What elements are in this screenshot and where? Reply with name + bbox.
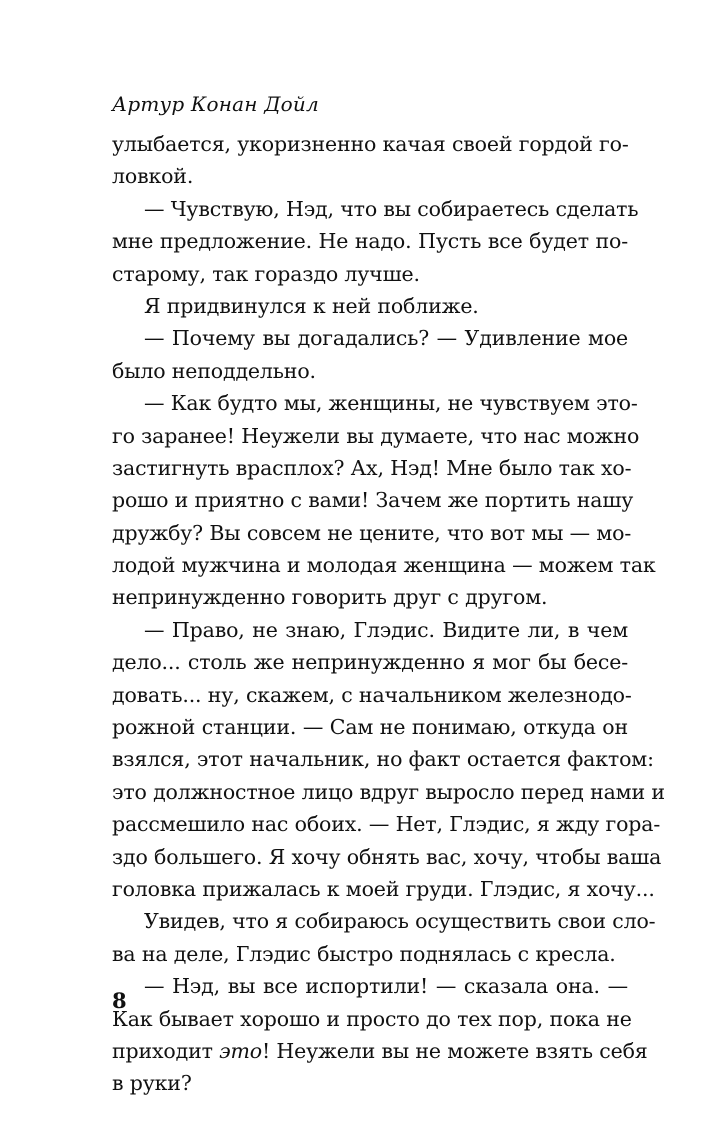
text-line: улыбается, укоризненно качая своей гордой го- — [112, 132, 629, 156]
text-line: Как бывает хорошо и просто до тех пор, пока не — [112, 1006, 632, 1031]
text-line: — Почему вы догадались? — Удивление мое — [144, 326, 628, 351]
text-line — [112, 1035, 648, 1067]
text-line: — Нэд, вы все испортили! — сказала она. — — [144, 974, 628, 999]
text-line: застигнуть врасплох? Ах, Нэд! Мне было так хо- — [112, 455, 632, 480]
body-text — [112, 128, 665, 1100]
text-run: ! Неужели вы не можете взять себя — [261, 1038, 648, 1063]
text-line: было неподдельно. — [112, 358, 316, 383]
text-line: — Право, не знаю, Глэдис. Видите ли, в чем — [144, 617, 628, 642]
text-line: здо большего. Я хочу обнять вас, хочу, чтобы ваша — [112, 844, 662, 869]
text-line: мне предложение. Не надо. Пусть все будет по- — [112, 229, 628, 254]
text-line: рожной станции. — Сам не понимаю, откуда он — [112, 715, 628, 740]
text-line: довать... ну, скажем, с начальником железнодо- — [112, 682, 632, 707]
text-line: непринужденно говорить друг с другом. — [112, 585, 548, 610]
text-line: рошо и приятно с вами! Зачем же портить нашу — [112, 488, 634, 513]
text-line: Увидев, что я собираюсь осуществить свои сло- — [144, 909, 656, 934]
text-run: приходит — [112, 1038, 220, 1063]
text-line: старому, так гораздо лучше. — [112, 261, 420, 286]
text-line: ва на деле, Глэдис быстро поднялась с кресла. — [112, 941, 616, 966]
text-line: ловкой. — [112, 164, 194, 189]
running-title: Артур Конан Дойл — [112, 92, 319, 116]
text-line: рассмешило нас обоих. — Нет, Глэдис, я жду гора- — [112, 812, 661, 837]
text-line: — Чувствую, Нэд, что вы собираетесь сделать — [144, 196, 639, 221]
text-line: дело... столь же непринужденно я мог бы бесе- — [112, 650, 628, 675]
text-line: лодой мужчина и молодая женщина — можем так — [112, 553, 656, 578]
text-line: — Как будто мы, женщины, не чувствуем это- — [144, 391, 638, 416]
text-line: дружбу? Вы совсем не цените, что вот мы — мо- — [112, 520, 632, 545]
emphasized-word: это — [219, 1038, 262, 1063]
text-line: головка прижалась к моей груди. Глэдис, я хочу... — [112, 876, 655, 901]
text-line: взялся, этот начальник, но факт остается фактом: — [112, 747, 654, 772]
text-line: это должностное лицо вдруг выросло перед нами и — [112, 779, 665, 804]
page-number: 8 — [112, 988, 127, 1013]
text-line: в руки? — [112, 1071, 192, 1096]
text-line: Я придвинулся к ней поближе. — [144, 293, 479, 318]
text-line: го заранее! Неужели вы думаете, что нас можно — [112, 423, 640, 448]
